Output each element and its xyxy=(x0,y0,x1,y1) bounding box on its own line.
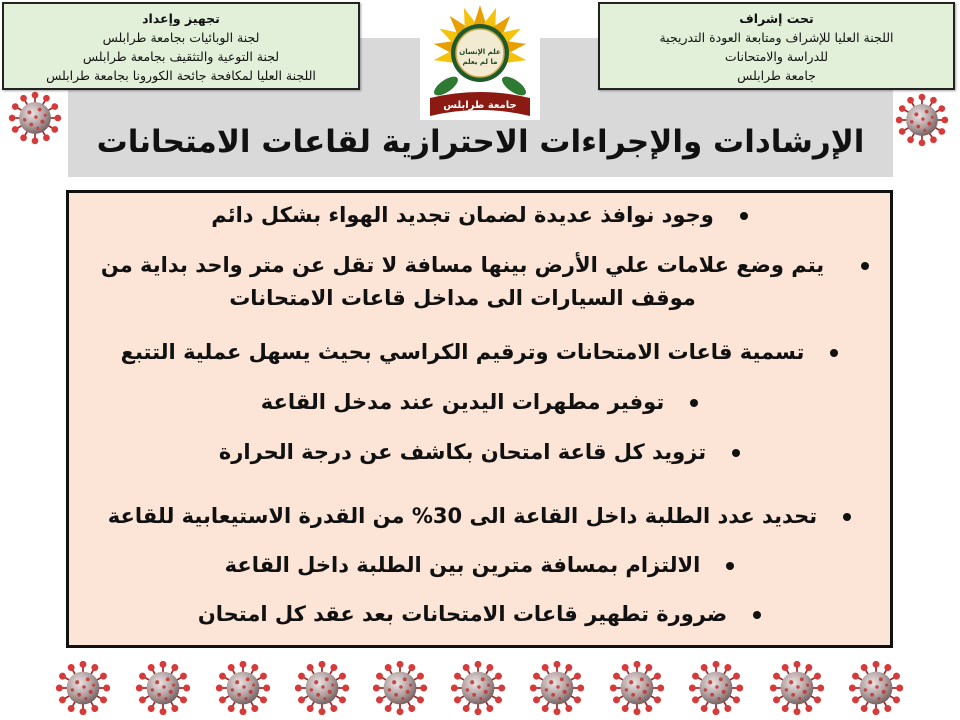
list-item xyxy=(69,549,890,582)
list-item-text: الالتزام بمسافة مترين بين الطلبة داخل القاعة xyxy=(224,553,701,577)
coronavirus-icon xyxy=(608,659,666,717)
prepared-by-box xyxy=(2,2,360,90)
coronavirus-icon xyxy=(134,659,192,717)
list-item xyxy=(69,500,890,533)
prepared-by-line: اللجنة العليا لمكافحة جائحة الكورونا بجامعة طرابلس xyxy=(46,68,316,83)
list-item-text: يتم وضع علامات علي الأرض بينها مسافة لا تقل عن متر واحد بداية من موقف السيارات الى مداخل قاعات الامتحانات xyxy=(100,253,825,310)
bullet-icon xyxy=(726,562,734,570)
coronavirus-icon xyxy=(449,659,507,717)
logo-motto-line: ما لم يعلم xyxy=(462,58,498,66)
coronavirus-icon xyxy=(293,659,351,717)
university-of-tripoli-logo-icon xyxy=(420,0,540,120)
list-item-text: توفير مطهرات اليدين عند مدخل القاعة xyxy=(260,390,665,414)
logo-motto-line: علم الإنسان xyxy=(459,48,501,56)
bullet-icon xyxy=(732,449,740,457)
page-title: الإرشادات والإجراءات الاحترازية لقاعات الامتحانات xyxy=(96,124,865,160)
prepared-by-heading: تجهيز وإعداد xyxy=(142,11,220,26)
logo-name: جامعة طرابلس xyxy=(443,100,517,111)
list-item-text: تزويد كل قاعة امتحان بكاشف عن درجة الحرارة xyxy=(218,440,707,464)
list-item-text: وجود نوافذ عديدة لضمان تجديد الهواء بشكل دائم xyxy=(211,203,714,227)
supervised-by-line: اللجنة العليا للإشراف ومتابعة العودة التدريجية xyxy=(659,30,894,45)
coronavirus-icon xyxy=(528,659,586,717)
supervised-by-heading: تحت إشراف xyxy=(739,11,814,26)
bullet-icon xyxy=(830,349,838,357)
coronavirus-icon xyxy=(214,659,272,717)
coronavirus-icon xyxy=(687,659,745,717)
list-item xyxy=(69,336,890,369)
list-item xyxy=(69,598,890,631)
list-item xyxy=(69,386,890,419)
supervised-by-line: للدراسة والامتحانات xyxy=(724,49,829,64)
list-item xyxy=(69,199,890,232)
coronavirus-icon xyxy=(7,90,63,146)
list-item xyxy=(69,436,890,469)
list-item-text: تحديد عدد الطلبة داخل القاعة الى 30% من القدرة الاستيعابية للقاعة xyxy=(107,504,818,528)
prepared-by-line: لجنة الوبائيات بجامعة طرابلس xyxy=(102,30,260,45)
coronavirus-icon xyxy=(371,659,429,717)
coronavirus-icon xyxy=(894,92,950,148)
list-item-text: ضرورة تطهير قاعات الامتحانات بعد عقد كل امتحان xyxy=(197,602,728,626)
supervised-by-line: جامعة طرابلس xyxy=(737,68,816,83)
supervised-by-box xyxy=(598,2,955,90)
bullet-icon xyxy=(690,399,698,407)
bullet-icon xyxy=(753,611,761,619)
list-item xyxy=(69,249,890,315)
coronavirus-icon xyxy=(768,659,826,717)
bullet-icon xyxy=(843,513,851,521)
list-item-text: تسمية قاعات الامتحانات وترقيم الكراسي بحيث يسهل عملية التتبع xyxy=(120,340,805,364)
precautions-box xyxy=(66,190,893,648)
bullet-icon xyxy=(861,262,869,270)
bullet-icon xyxy=(740,212,748,220)
coronavirus-icon xyxy=(54,659,112,717)
coronavirus-icon xyxy=(847,659,905,717)
prepared-by-line: لجنة التوعية والتثقيف بجامعة طرابلس xyxy=(82,49,280,64)
